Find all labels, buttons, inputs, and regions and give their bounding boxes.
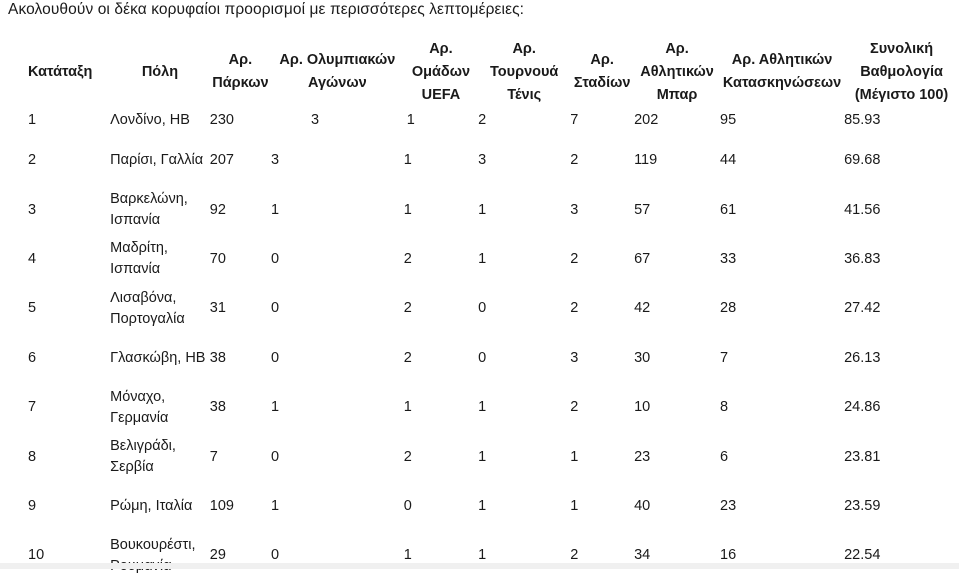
cell-tennis: 1 xyxy=(478,448,487,465)
cell-sports-camps: 23 xyxy=(720,497,737,514)
cell-tennis: 1 xyxy=(478,497,487,514)
cell-parks: 31 xyxy=(209,300,226,317)
table-row xyxy=(20,383,959,432)
header-olympics: Αρ. Ολυμπιακών Αγώνων xyxy=(279,52,396,91)
cell-olympics: 3 xyxy=(310,112,320,128)
cell-parks: 207 xyxy=(209,152,234,169)
bottom-divider xyxy=(0,563,959,569)
cell-sports-camps: 7 xyxy=(720,349,729,366)
cell-total-score: 27.42 xyxy=(844,300,881,317)
header-uefa-teams: Αρ. Ομάδων UEFA xyxy=(411,40,471,103)
cell-parks: 38 xyxy=(209,349,226,366)
cell-uefa-teams: 2 xyxy=(403,250,412,267)
cell-stadiums: 2 xyxy=(570,152,579,169)
cell-city: Βαρκελώνη, Ισπανία xyxy=(110,191,188,229)
cell-olympics: 0 xyxy=(270,349,280,366)
cell-olympics: 1 xyxy=(270,201,280,218)
header-rank: Κατάταξη xyxy=(28,63,93,80)
cell-city: Βελιγράδι, Σερβία xyxy=(110,438,176,476)
cell-total-score: 85.93 xyxy=(844,112,881,128)
cell-stadiums: 3 xyxy=(570,349,579,366)
cell-tennis: 1 xyxy=(478,201,487,218)
cell-sports-camps: 8 xyxy=(720,399,729,416)
cell-rank: 1 xyxy=(28,112,37,128)
cell-sports-bars: 34 xyxy=(634,547,651,564)
cell-sports-camps: 95 xyxy=(720,112,737,128)
intro-text: Ακολουθούν οι δέκα κορυφαίοι προορισμοί με περισσότερες λεπτομέρειες: xyxy=(8,1,525,18)
cell-uefa-teams: 1 xyxy=(403,152,412,169)
header-total-score: Συνολική Βαθμολογία (Μέγιστο 100) xyxy=(854,40,949,103)
cell-rank: 8 xyxy=(28,448,37,465)
cell-uefa-teams: 1 xyxy=(406,112,415,128)
cell-rank: 9 xyxy=(28,497,37,514)
cell-parks: 7 xyxy=(209,448,218,465)
cell-rank: 4 xyxy=(28,250,37,267)
header-sports-bars: Αρ. Αθλητικών Μπαρ xyxy=(640,40,714,103)
cell-parks: 70 xyxy=(209,250,226,267)
cell-city: Γλασκώβη, ΗΒ xyxy=(110,349,206,366)
cell-sports-bars: 30 xyxy=(634,349,651,366)
cell-rank: 7 xyxy=(28,399,37,416)
cell-sports-bars: 40 xyxy=(634,497,651,514)
cell-olympics: 0 xyxy=(270,250,280,267)
cell-city: Λονδίνο, ΗΒ xyxy=(110,112,190,128)
cell-total-score: 26.13 xyxy=(844,349,881,366)
header-city: Πόλη xyxy=(141,63,179,80)
cell-tennis: 3 xyxy=(478,152,487,169)
cell-city: Μαδρίτη, Ισπανία xyxy=(110,240,168,278)
cell-olympics: 0 xyxy=(270,300,280,317)
cell-sports-camps: 6 xyxy=(720,448,729,465)
table-row xyxy=(20,531,959,580)
table-row xyxy=(20,108,959,136)
cell-sports-camps: 61 xyxy=(720,201,737,218)
cell-stadiums: 1 xyxy=(570,448,579,465)
cell-uefa-teams: 2 xyxy=(403,300,412,317)
cell-parks: 109 xyxy=(209,497,234,514)
cell-sports-camps: 33 xyxy=(720,250,737,267)
rankings-table xyxy=(20,36,959,581)
cell-city: Λισαβόνα, Πορτογαλία xyxy=(110,289,185,327)
cell-total-score: 36.83 xyxy=(844,250,881,267)
cell-stadiums: 2 xyxy=(570,547,579,564)
cell-uefa-teams: 1 xyxy=(403,399,412,416)
cell-city: Μόναχο, Γερμανία xyxy=(110,388,169,426)
cell-total-score: 23.81 xyxy=(844,448,881,465)
cell-uefa-teams: 0 xyxy=(403,497,412,514)
cell-sports-camps: 44 xyxy=(720,152,737,169)
cell-sports-camps: 28 xyxy=(720,300,737,317)
cell-parks: 29 xyxy=(209,547,226,564)
cell-tennis: 1 xyxy=(478,250,487,267)
cell-tennis: 1 xyxy=(478,399,487,416)
header-stadiums: Αρ. Σταδίων xyxy=(573,52,631,91)
cell-rank: 2 xyxy=(28,152,37,169)
cell-total-score: 69.68 xyxy=(844,152,881,169)
cell-parks: 230 xyxy=(209,112,234,128)
cell-tennis: 0 xyxy=(478,300,487,317)
table-row xyxy=(20,284,959,333)
table-row xyxy=(20,185,959,234)
table-row xyxy=(20,334,959,383)
table-row xyxy=(20,136,959,185)
cell-city: Βουκουρέστι, xyxy=(110,536,196,553)
cell-tennis: 0 xyxy=(478,349,487,366)
cell-city: Ρώμη, Ιταλία xyxy=(110,497,193,514)
cell-olympics: 1 xyxy=(270,497,280,514)
cell-city: Παρίσι, Γαλλία xyxy=(110,152,204,169)
cell-sports-bars: 119 xyxy=(634,152,658,169)
cell-olympics: 3 xyxy=(270,152,280,169)
cell-parks: 38 xyxy=(209,399,226,416)
cell-stadiums: 2 xyxy=(570,399,579,416)
table-header-row xyxy=(20,36,959,108)
cell-total-score: 22.54 xyxy=(844,547,881,564)
header-parks: Αρ. Πάρκων xyxy=(212,52,269,91)
cell-uefa-teams: 1 xyxy=(403,547,412,564)
cell-total-score: 41.56 xyxy=(844,201,881,218)
cell-stadiums: 2 xyxy=(570,250,579,267)
table-row xyxy=(20,432,959,481)
cell-tennis: 2 xyxy=(478,112,487,128)
cell-uefa-teams: 1 xyxy=(403,201,412,218)
header-tennis: Αρ. Τουρνουά Τένις xyxy=(490,40,559,103)
table-row xyxy=(20,482,959,531)
cell-stadiums: 3 xyxy=(570,201,579,218)
cell-sports-bars: 42 xyxy=(634,300,651,317)
cell-uefa-teams: 2 xyxy=(403,448,412,465)
cell-stadiums: 1 xyxy=(570,497,579,514)
cell-stadiums: 2 xyxy=(570,300,579,317)
cell-parks: 92 xyxy=(209,201,226,218)
cell-sports-bars: 10 xyxy=(634,399,651,416)
cell-sports-camps: 16 xyxy=(720,547,737,564)
cell-sports-bars: 23 xyxy=(634,448,651,465)
cell-sports-bars: 57 xyxy=(634,201,651,218)
cell-sports-bars: 67 xyxy=(634,250,651,267)
table-row xyxy=(20,235,959,284)
cell-tennis: 1 xyxy=(478,547,487,564)
cell-rank: 5 xyxy=(28,300,37,317)
cell-rank: 10 xyxy=(28,547,45,564)
cell-stadiums: 7 xyxy=(570,112,579,128)
cell-sports-bars: 202 xyxy=(634,112,659,128)
cell-uefa-teams: 2 xyxy=(403,349,412,366)
cell-rank: 3 xyxy=(28,201,37,218)
cell-olympics: 0 xyxy=(270,448,280,465)
cell-total-score: 23.59 xyxy=(844,497,881,514)
cell-total-score: 24.86 xyxy=(844,399,881,416)
cell-rank: 6 xyxy=(28,349,37,366)
cell-olympics: 1 xyxy=(270,399,280,416)
cell-olympics: 0 xyxy=(270,547,280,564)
header-sports-camps: Αρ. Αθλητικών Κατασκηνώσεων xyxy=(722,52,842,91)
